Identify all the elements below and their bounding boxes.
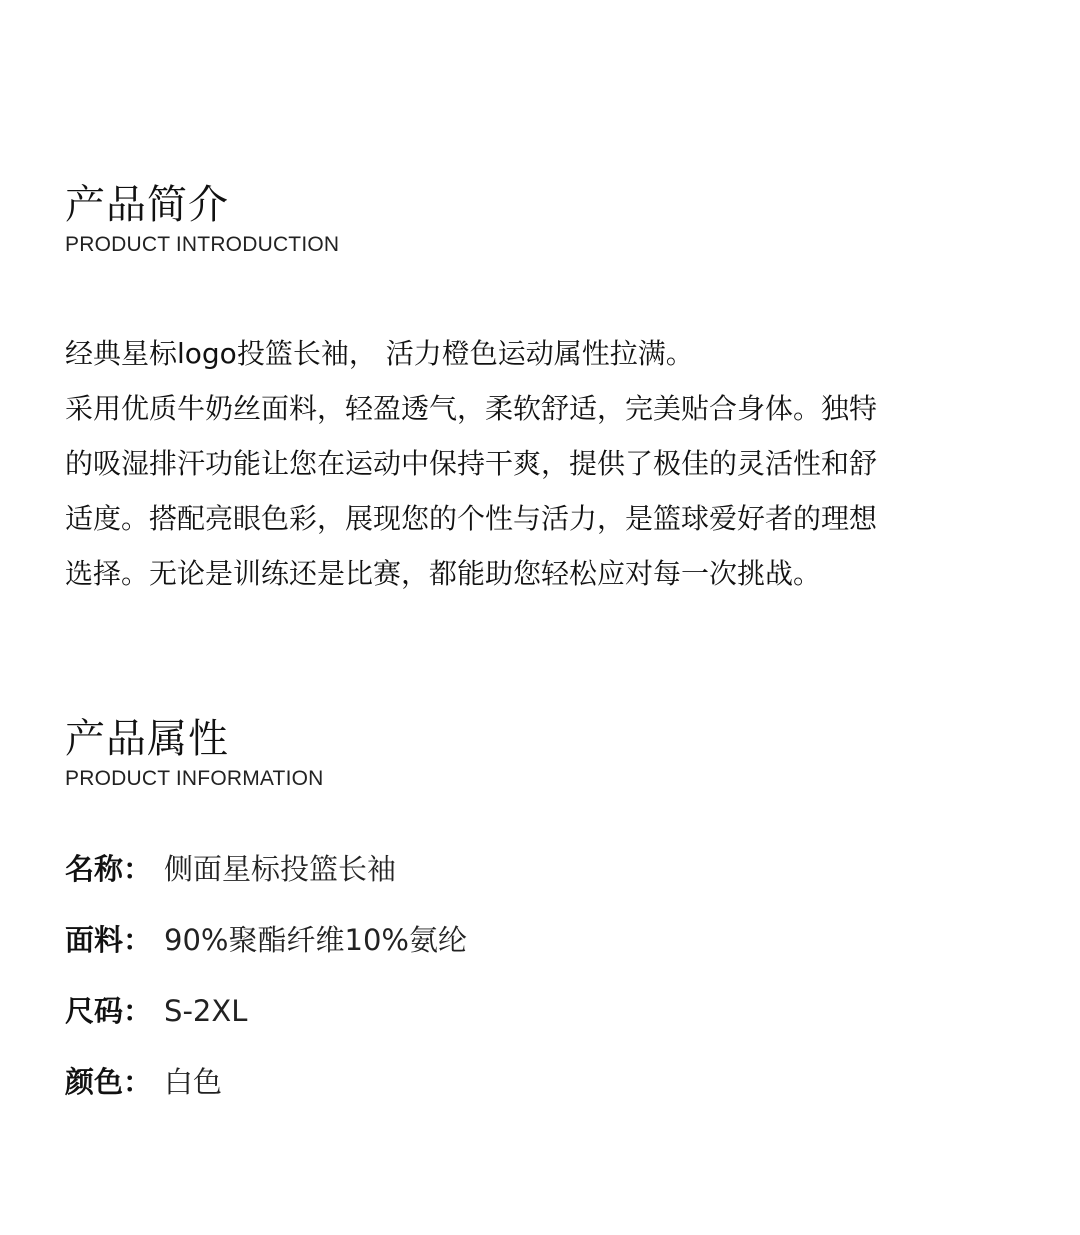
- intro-line: 经典星标logo投篮长袖， 活力橙色运动属性拉满。: [65, 337, 694, 370]
- attribute-label: 面料: [65, 923, 124, 957]
- intro-subtitle: PRODUCT INTRODUCTION: [65, 233, 340, 256]
- attribute-row-fabric: [65, 915, 965, 986]
- attribute-row-size: [65, 986, 965, 1057]
- attribute-separator: ：: [123, 923, 153, 957]
- intro-header: [65, 178, 339, 258]
- intro-line: 采用优质牛奶丝面料，轻盈透气，柔软舒适，完美贴合身体。独特: [65, 392, 878, 425]
- attribute-separator: ：: [123, 994, 153, 1028]
- attribute-separator: ：: [123, 1065, 153, 1099]
- info-subtitle: PRODUCT INFORMATION: [65, 767, 324, 790]
- attribute-label: 名称: [65, 852, 124, 886]
- attribute-row-color: [65, 1057, 965, 1128]
- info-header: [65, 712, 324, 792]
- intro-line: 适度。搭配亮眼色彩，展现您的个性与活力，是篮球爱好者的理想: [65, 502, 878, 535]
- attribute-label: 尺码: [65, 994, 124, 1028]
- info-title: 产品属性: [65, 716, 229, 762]
- attribute-separator: ：: [123, 852, 153, 886]
- attribute-list: [65, 844, 965, 1128]
- attribute-label: 颜色: [65, 1065, 124, 1099]
- attribute-value: 侧面星标投篮长袖: [164, 852, 397, 886]
- intro-description: [65, 326, 1015, 601]
- intro-title: 产品简介: [65, 182, 229, 228]
- attribute-value: 白色: [164, 1065, 223, 1099]
- attribute-row-name: [65, 844, 965, 915]
- attribute-value: S-2XL: [164, 994, 248, 1028]
- intro-line: 选择。无论是训练还是比赛，都能助您轻松应对每一次挑战。: [65, 557, 822, 590]
- attribute-value: 90%聚酯纤维10%氨纶: [164, 923, 467, 957]
- intro-line: 的吸湿排汗功能让您在运动中保持干爽，提供了极佳的灵活性和舒: [65, 447, 878, 480]
